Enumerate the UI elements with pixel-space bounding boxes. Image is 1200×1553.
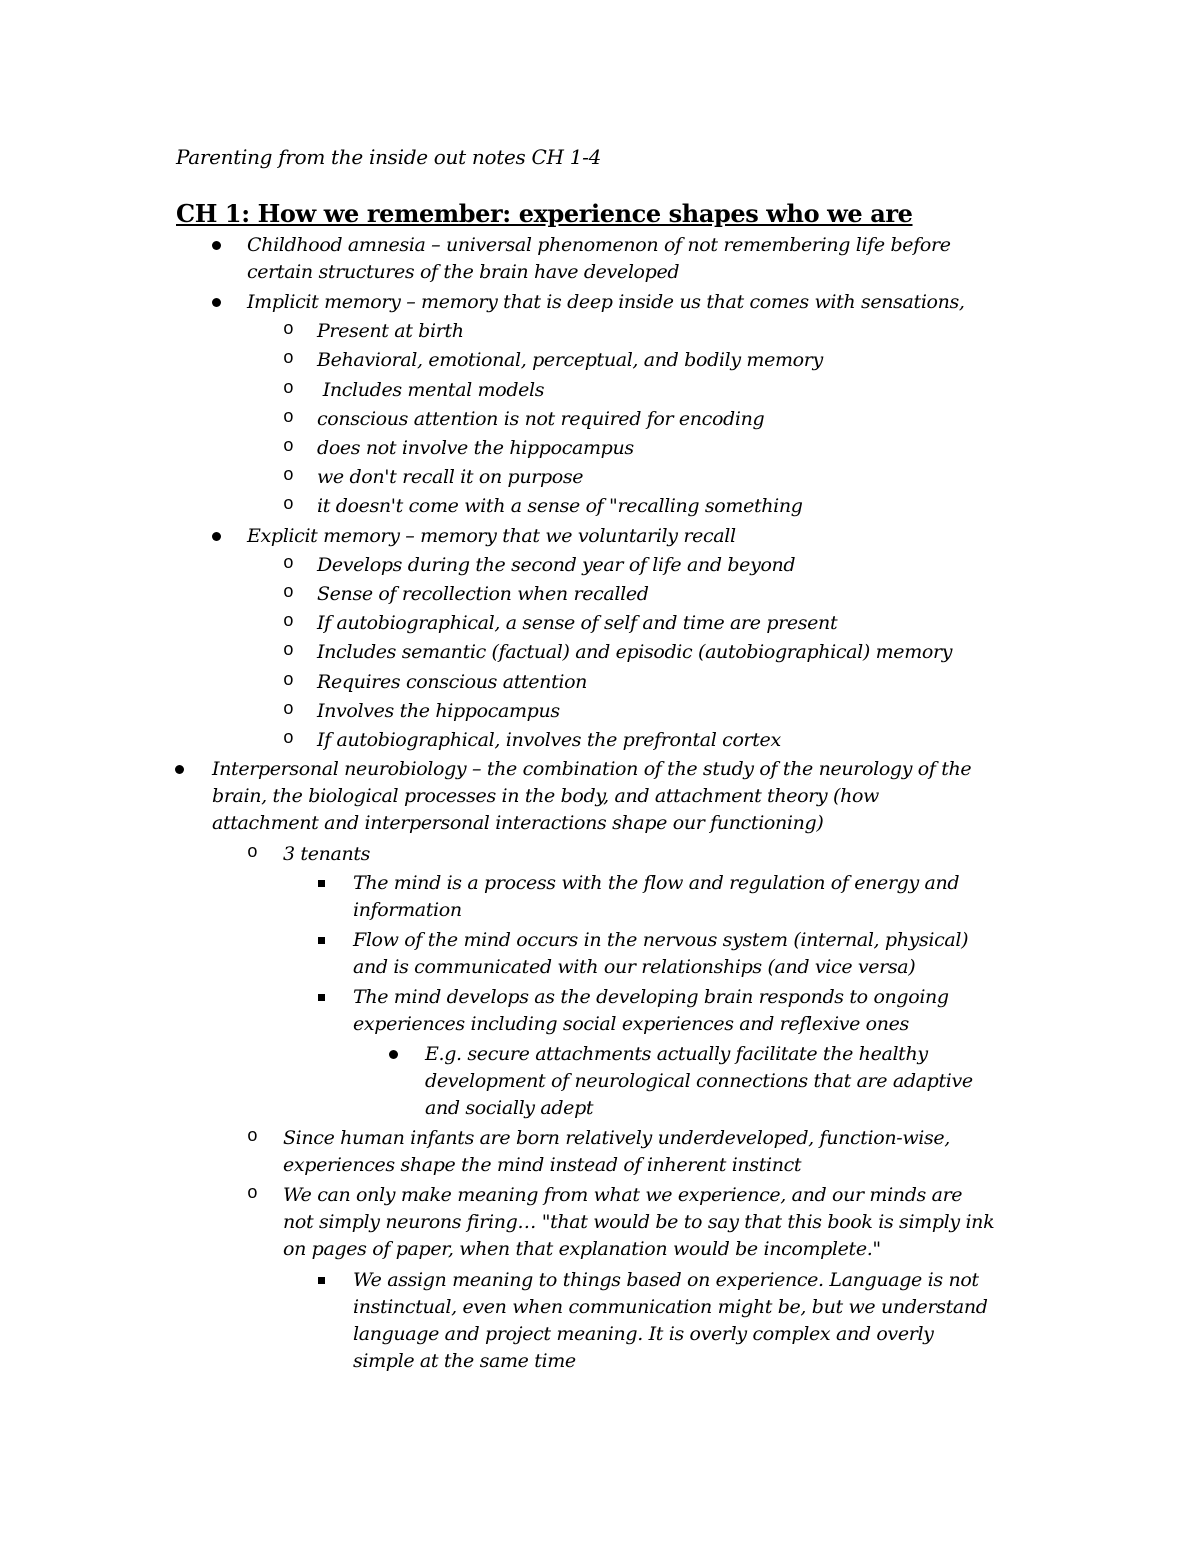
list-item-line: not simply neurons firing… "that would be to say that this book is simply ink bbox=[283, 1211, 995, 1234]
list-item bbox=[353, 870, 959, 924]
list-item bbox=[353, 984, 949, 1038]
bullet-dot-icon bbox=[175, 765, 184, 774]
list-item-line: it doesn't come with a sense of "recalling something bbox=[317, 495, 803, 518]
list-item-line: If autobiographical, a sense of self and time are present bbox=[317, 612, 838, 635]
list-item-line: Interpersonal neurobiology – the combination of the study of the neurology of the bbox=[212, 758, 972, 781]
list-item bbox=[283, 552, 796, 579]
bullet-circle-icon: o bbox=[283, 407, 294, 428]
list-item bbox=[247, 1125, 950, 1179]
bullet-dot-icon bbox=[389, 1050, 398, 1059]
bullet-circle-icon: o bbox=[283, 641, 294, 662]
chapter-heading: CH 1: How we remember: experience shapes who we are bbox=[176, 199, 913, 228]
bullet-circle-icon: o bbox=[283, 699, 294, 720]
bullet-square-icon bbox=[318, 880, 325, 887]
bullet-circle-icon: o bbox=[283, 670, 294, 691]
list-item-line: Includes mental models bbox=[317, 378, 545, 401]
bullet-dot-icon bbox=[212, 241, 221, 250]
list-item bbox=[283, 347, 823, 374]
bullet-square-icon bbox=[318, 1277, 325, 1284]
list-item-line: and socially adept bbox=[425, 1096, 594, 1119]
list-item-line: development of neurological connections that are adaptive bbox=[425, 1069, 973, 1092]
list-item bbox=[283, 377, 545, 404]
list-item bbox=[247, 1182, 995, 1263]
list-item-line: Present at birth bbox=[317, 320, 464, 343]
bullet-circle-icon: o bbox=[283, 553, 294, 574]
list-item-line: information bbox=[353, 898, 462, 921]
list-item-line: does not involve the hippocampus bbox=[317, 436, 634, 459]
list-item-line: on pages of paper, when that explanation would be incomplete." bbox=[283, 1238, 881, 1261]
list-item-line: experiences shape the mind instead of inherent instinct bbox=[283, 1154, 802, 1177]
bullet-circle-icon: o bbox=[283, 582, 294, 603]
list-item bbox=[283, 435, 634, 462]
list-item-line: and is communicated with our relationships (and vice versa) bbox=[353, 955, 916, 978]
list-item bbox=[247, 289, 965, 316]
list-item bbox=[212, 756, 971, 837]
list-item bbox=[247, 232, 951, 286]
bullet-square-icon bbox=[318, 937, 325, 944]
list-item bbox=[283, 610, 838, 637]
list-item-line: Childhood amnesia – universal phenomenon of not remembering life before bbox=[247, 234, 951, 256]
list-item-line: Requires conscious attention bbox=[317, 670, 588, 693]
bullet-circle-icon: o bbox=[247, 1127, 258, 1148]
list-item-line: we don't recall it on purpose bbox=[317, 466, 584, 489]
bullet-circle-icon: o bbox=[283, 612, 294, 633]
list-item-line: We assign meaning to things based on experience. Language is not bbox=[353, 1268, 979, 1291]
bullet-square-icon bbox=[318, 994, 325, 1001]
list-item bbox=[353, 927, 968, 981]
list-item-line: If autobiographical, involves the prefrontal cortex bbox=[317, 728, 781, 751]
list-item bbox=[283, 406, 765, 433]
bullet-circle-icon: o bbox=[283, 495, 294, 516]
list-item-line: simple at the same time bbox=[353, 1349, 576, 1372]
list-item-line: attachment and interpersonal interactions shape our functioning) bbox=[212, 812, 824, 835]
list-item-line: 3 tenants bbox=[283, 842, 371, 865]
list-item-line: experiences including social experiences and reflexive ones bbox=[353, 1012, 909, 1035]
bullet-circle-icon: o bbox=[247, 842, 258, 863]
document-title: Parenting from the inside out notes CH 1-4 bbox=[176, 145, 602, 169]
bullet-dot-icon bbox=[212, 298, 221, 307]
list-item-line: Behavioral, emotional, perceptual, and bodily memory bbox=[317, 349, 823, 372]
list-item-line: Sense of recollection when recalled bbox=[317, 582, 649, 605]
list-item-line: Explicit memory – memory that we voluntarily recall bbox=[247, 524, 736, 547]
list-item bbox=[283, 698, 560, 725]
list-item-line: Since human infants are born relatively underdeveloped, function-wise, bbox=[283, 1127, 950, 1150]
list-item-line: The mind develops as the developing brain responds to ongoing bbox=[353, 985, 949, 1008]
list-item bbox=[283, 464, 584, 491]
list-item bbox=[283, 727, 781, 754]
list-item-line: The mind is a process with the flow and regulation of energy and bbox=[353, 871, 960, 894]
bullet-circle-icon: o bbox=[283, 320, 294, 341]
list-item-line: language and project meaning. It is overly complex and overly bbox=[353, 1322, 934, 1345]
list-item-line: Flow of the mind occurs in the nervous system (internal, physical) bbox=[353, 928, 969, 951]
list-item bbox=[283, 493, 803, 520]
list-item-line: certain structures of the brain have developed bbox=[247, 261, 680, 283]
bullet-circle-icon: o bbox=[283, 728, 294, 749]
bullet-circle-icon: o bbox=[247, 1184, 258, 1205]
bullet-dot-icon bbox=[212, 532, 221, 541]
list-item bbox=[283, 639, 953, 666]
bullet-circle-icon: o bbox=[283, 378, 294, 399]
list-item bbox=[283, 581, 649, 608]
list-item bbox=[283, 318, 464, 345]
list-item-line: conscious attention is not required for encoding bbox=[317, 407, 765, 430]
list-item bbox=[353, 1267, 988, 1375]
bullet-circle-icon: o bbox=[283, 436, 294, 457]
list-item-line: Involves the hippocampus bbox=[317, 699, 560, 722]
bullet-circle-icon: o bbox=[283, 466, 294, 487]
list-item bbox=[425, 1041, 973, 1122]
list-item-line: Develops during the second year of life and beyond bbox=[317, 553, 796, 576]
list-item-line: Implicit memory – memory that is deep inside us that comes with sensations, bbox=[247, 290, 965, 313]
list-item bbox=[247, 841, 371, 868]
list-item-line: We can only make meaning from what we experience, and our minds are bbox=[283, 1184, 963, 1207]
list-item bbox=[283, 669, 588, 696]
list-item-line: brain, the biological processes in the body, and attachment theory (how bbox=[212, 785, 879, 808]
bullet-circle-icon: o bbox=[283, 349, 294, 370]
list-item bbox=[247, 523, 736, 550]
list-item-line: E.g. secure attachments actually facilitate the healthy bbox=[425, 1042, 928, 1065]
list-item-line: instinctual, even when communication might be, but we understand bbox=[353, 1295, 988, 1318]
list-item-line: Includes semantic (factual) and episodic (autobiographical) memory bbox=[317, 641, 953, 664]
